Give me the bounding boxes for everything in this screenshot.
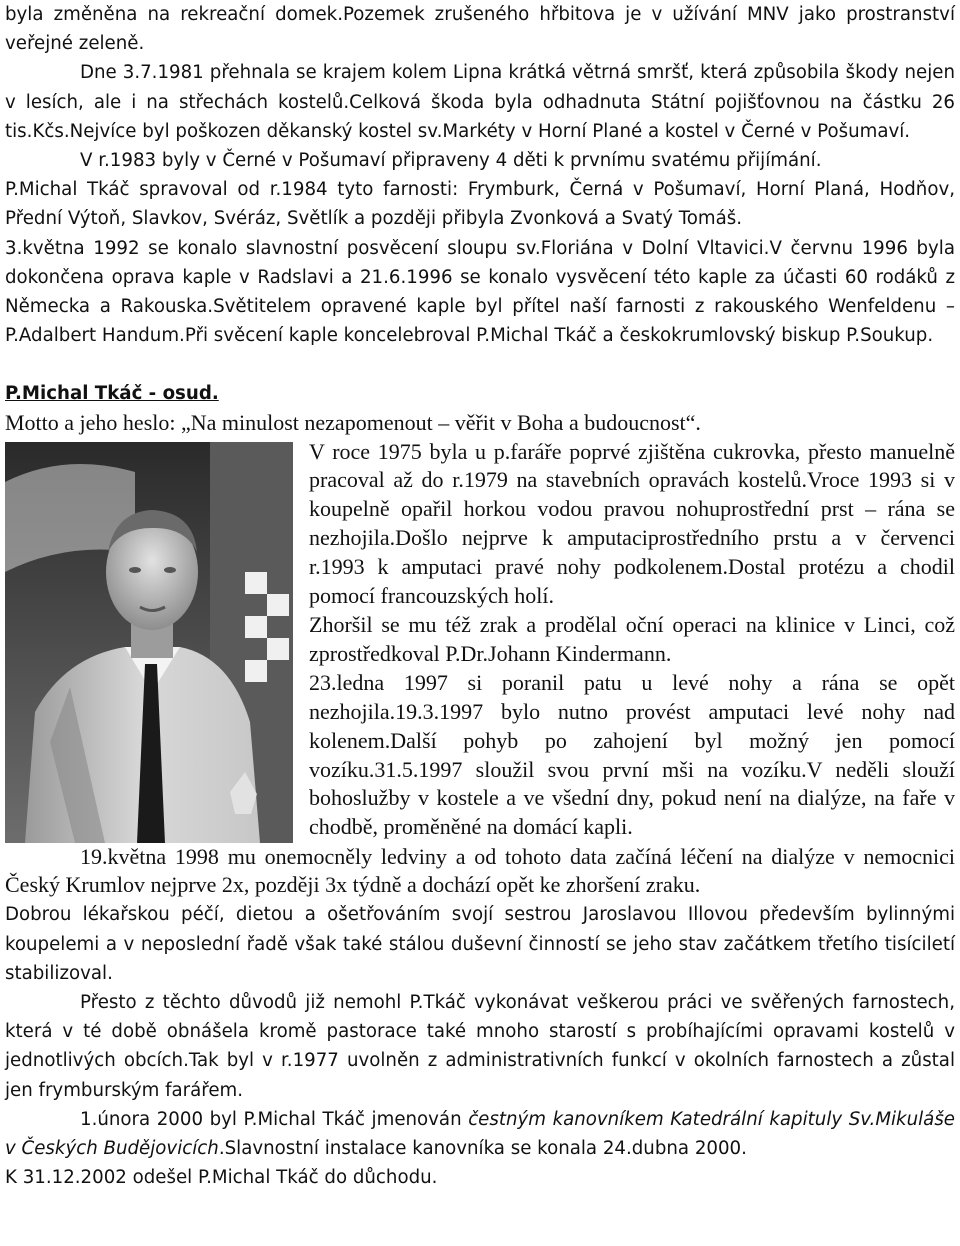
- paragraph-canon: [5, 1105, 955, 1163]
- portrait-image: [5, 442, 293, 843]
- paragraph-dialysis: 19.května 1998 mu onemocněly ledviny a od tohoto data začíná léčení na dialýze v nemocnici Český Krumlov nejprve 2x, později 3x týdně a dochází opět ke zhoršení zraku.: [5, 843, 955, 898]
- paragraph-care: Dobrou lékařskou péčí, dietou a ošetřováním svojí sestrou Jaroslavou Illovou především bylinnými koupelemi a v neposlední řadě však také stálou duševní činností se jeho stav začátkem třetího tisíciletí stabilizoval.: [5, 904, 955, 984]
- portrait-photo: [5, 442, 293, 843]
- paragraph-diabetes: V roce 1975 byla u p.faráře poprvé zjištěna cukrovka, přesto manuelně pracoval až do r.1979 na stavebních opravách kostelů.Vroce 1993 si v koupelně opařil horkou vodou pravou nohuprostřední prst – rána se nezhojila.Došlo nejprve k amputaciprostředního prstu a v červenci r.1993 k amputaci pravé nohy podkolenem.Dostal protézu a chodil pomocí francouzských holí.: [309, 438, 955, 609]
- document-page: [5, 0, 955, 1192]
- paragraph-parishes: P.Michal Tkáč spravoval od r.1984 tyto farnosti: Frymburk, Černá v Pošumaví, Horní Planá, Hodňov, Přední Výtoň, Slavkov, Svéráz, Světlík a později přibyla Zvonková a Svatý Tomáš.: [5, 179, 955, 230]
- motto: Motto a jeho heslo: „Na minulost nezapomenout – věřit v Boha a budoucnost“.: [5, 409, 701, 435]
- paragraph-amputation: 23.ledna 1997 si poranil patu u levé nohy a rána se opět nezhojila.19.3.1997 bylo nutno provést amputaci levé nohy nad kolenem.Další pohyb po zahojení byl možný jen pomocí vozíku.31.5.1997 sloužil svou první mši na vozíku.V neděli slouží bohoslužby v kostele a ve všední dny, pokud není na dialýze, na faře v chodbě, proměněné na domácí kapli.: [309, 669, 955, 840]
- paragraph-chapel: 3.května 1992 se konalo slavnostní posvěcení sloupu sv.Floriána v Dolní Vltavici.V červnu 1996 byla dokončena oprava kaple v Radslavi a 21.6.1996 se konalo vysvěcení této kaple za účasti 60 rodáků z Německa a Rakouska.Světitelem opravené kaple byl přítel naší farnosti z rakouského Wenfeldenu – P.Adalbert Handum.Při svěcení kaple koncelebroval P.Michal Tkáč a českokrumlovský biskup P.Soukup.: [5, 237, 955, 347]
- paragraph-duties: Přesto z těchto důvodů již nemohl P.Tkáč vykonávat veškerou práci ve svěřených farnostech, která v té době obnášela kromě pastorace také mnoho starostí s probíhajícími opravami kostelů v jednotlivých obcích.Tak byl v r.1977 uvolněn z administrativních funkcí v okolních farnostech a zůstal jen frymburským farářem.: [5, 991, 955, 1101]
- paragraph-eyesight: Zhoršil se mu též zrak a prodělal oční operaci na klinice v Linci, což zprostředkoval P.Dr.Johann Kindermann.: [309, 611, 955, 666]
- paragraph-storm: Dne 3.7.1981 přehnala se krajem kolem Lipna krátká větrná smršť, která způsobila škody nejen v lesích, ale i na střechách kostelů.Celková škoda byla odhadnuta Státní pojišťovnou na částku 26 tis.Kčs.Nejvíce byl poškozen děkanský kostel sv.Markéty v Horní Plané a kostel v Černé v Pošumaví.: [5, 62, 955, 142]
- section-heading: P.Michal Tkáč - osud.: [5, 383, 219, 405]
- paragraph-cemetery: byla změněna na rekreační domek.Pozemek zrušeného hřbitova je v užívání MNV jako prostranství veřejné zeleně.: [5, 4, 955, 55]
- canon-title: čestným kanovníkem Katedrální kapituly Sv.Mikuláše v Českých Budějovicích: [5, 1108, 955, 1159]
- paragraph-retirement: K 31.12.2002 odešel P.Michal Tkáč do důchodu.: [5, 1167, 438, 1189]
- text-beside-photo: [309, 438, 955, 843]
- paragraph-communion: V r.1983 byly v Černé v Pošumaví připraveny 4 děti k prvnímu svatému přijímání.: [80, 150, 822, 172]
- spacer: [5, 350, 955, 379]
- canon-text-start: 1.února 2000 byl P.Michal Tkáč jmenován: [80, 1108, 469, 1130]
- canon-text-end: .Slavnostní instalace kanovníka se konala 24.dubna 2000.: [218, 1137, 747, 1159]
